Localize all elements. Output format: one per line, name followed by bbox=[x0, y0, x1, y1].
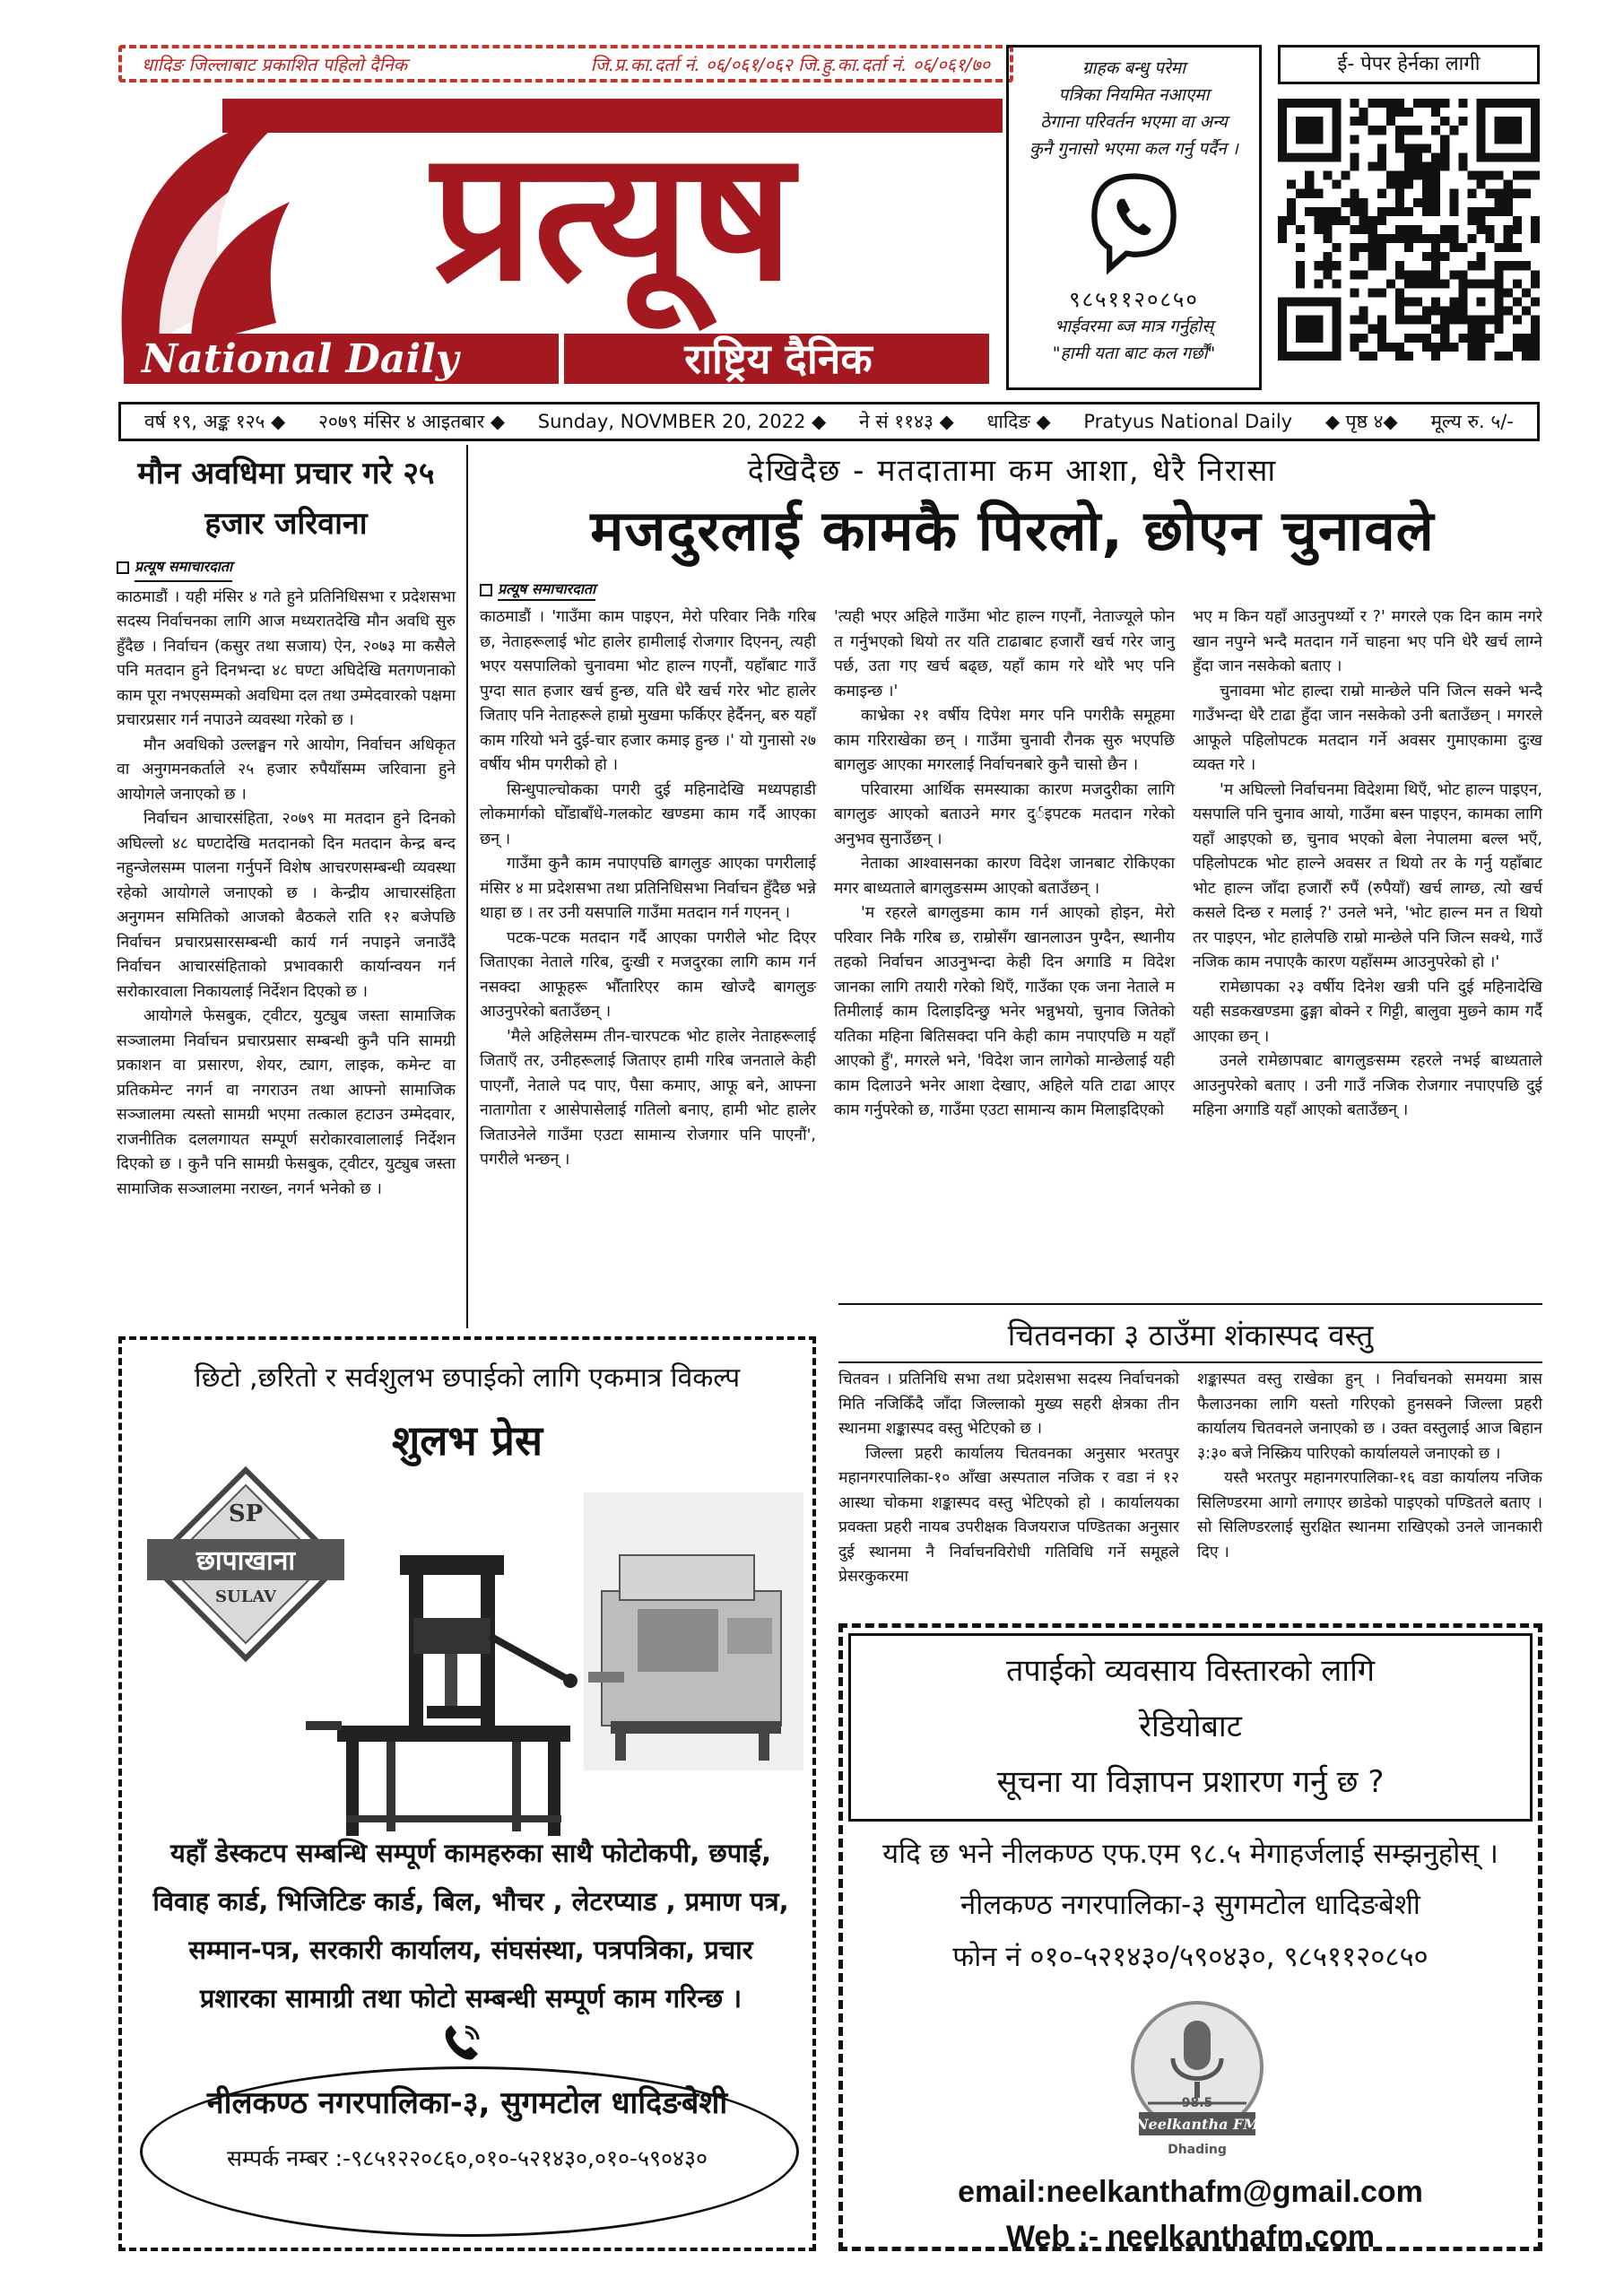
paragraph: काठमाडौं । यही मंसिर ४ गते हुने प्रतिनिधिसभा र प्रदेशसभा सदस्य निर्वाचनका लागि आज मध्यरातदेखि मौन अवधि सुरु हुँदैछ । निर्वाचन (कसुर तथा सजाय) ऐन, २०७३ मा कसैले पनि मतदान हुने दिनभन्दा ४८ घण्टा अघिदेखि मतगणनाको काम पूरा नभएसम्मको अवधिमा दल तथा उम्मेदवारको पक्षमा प्रचारप्रसार गर्न नपाउने व्यवस्था गरेको छ । bbox=[117, 587, 456, 729]
divider bbox=[838, 1303, 1542, 1305]
chitwan-story-headline: चितवनका ३ ठाउँमा शंकास्पद वस्तु bbox=[1007, 1318, 1374, 1352]
press-advertisement bbox=[118, 1336, 816, 2251]
notice-line-1: ग्राहक बन्धु परेमा bbox=[1081, 58, 1186, 78]
radio-ad-box bbox=[848, 1633, 1533, 1822]
chitwan-story-column-2 bbox=[1197, 1368, 1542, 1565]
paragraph: चुनावमा भोट हाल्दा राम्रो मान्छेले पनि जित्न सक्ने भन्दै गाउँभन्दा धेरै टाढा हुँदा जान नसकेको उनी बताउँछन् । मगरले आफूले पहिलोपटक मतदान गर्ने अवसर गुमाएकामा दुःख व्यक्त गरे । bbox=[1193, 682, 1542, 774]
date-bar bbox=[118, 402, 1540, 441]
masthead-strip-left: धादिङ जिल्लाबाट प्रकाशित पहिलो दैनिक bbox=[142, 53, 408, 75]
divider bbox=[838, 1361, 1542, 1363]
radio-ad-phone: फोन नं ०१०-५२१४३०/५९०४३०, ९८५११२०८५० bbox=[952, 1941, 1429, 1973]
paragraph: परिवारमा आर्थिक समस्याका कारण मजदुरीका लागि बागलुङ आएको बताउने मगर दुर्इपटक मतदान गरेको अनुभव सुनाउँछन् । bbox=[834, 780, 1175, 848]
viber-line: भाईवरमा ब्ज मात्र गर्नुहोस् bbox=[1054, 317, 1214, 336]
paragraph: 'म अघिल्लो निर्वाचनमा विदेशमा थिएँ, भोट हाल्न पाइएन, यसपालि पनि चुनाव आयो, गाउँमा बस्न पाइएन, कामका लागि यहाँ आइएको छ, चुनाव भएको बेला नेपालमा बल्ल भएँ, पहिलोपटक भोट हाल्ने अवसर त थियो तर के गर्नु यहाँबाट भोट हाल्न जाँदा हजारौं रुपैं (रुपैयाँ) खर्च लाग्छ, त्यो खर्च कसले दिन्छ र मलाई ?' उनले भने, 'भोट हाल्न मन त थियो तर पाइएन, भोट हालेपछि राम्रो मान्छेले पनि जित्न सक्थे, गाउँ नजिक काम नपाएकै कारण यहाँसम्म आउनुपरेको हो ।' bbox=[1193, 780, 1542, 971]
press-ad-tagline: छिटो ,छरितो र सर्वशुलभ छपाईको लागि एकमात्र विकल्प bbox=[194, 1362, 741, 1394]
fm-logo-name: Neelkantha FM bbox=[1134, 2116, 1260, 2133]
radio-advertisement bbox=[838, 1623, 1542, 2254]
press-ad-services bbox=[140, 1829, 802, 2022]
paragraph: जिल्ला प्रहरी कार्यालय चितवनका अनुसार भरतपुर महानगरपालिका-१० आँखा अस्पताल नजिक र वडा नं १२ आस्था चोकमा शङ्कास्पद वस्तु भेटिएको हो । कार्यालयका प्रवक्ता प्रहरी नायब उपरीक्षक विजयराज पण्डितका अनुसार दुई स्थानमा नै निर्वाचनविरोधी गतिविधि गर्ने समूहले प्रेसरकुकरमा bbox=[838, 1444, 1179, 1586]
radio-ad-line-1: यदि छ भने नीलकण्ठ एफ.एम ९८.५ मेगाहर्जलाई सम्झनुहोस् । bbox=[882, 1838, 1498, 1870]
main-story-subhead: देखिदैछ - मतदातामा कम आशा, धेरै निरासा bbox=[747, 453, 1278, 489]
services-line: विवाह कार्ड, भिजिटिङ कार्ड, बिल, भौचर , लेटरप्याड , प्रमाण पत्र, bbox=[152, 1886, 789, 1917]
press-ad-contact: सम्पर्क नम्बर :-९८५१२२०८६०,०१०-५२१४३०,०१०-५९०४३० bbox=[226, 2145, 708, 2171]
paragraph: गाउँमा कुनै काम नपाएपछि बागलुङ आएका पगरीलाई मंसिर ४ मा प्रदेशसभा तथा प्रतिनिधिसभा निर्वाचन हुँदैछ भन्ने थाहा छ । तर उनी यसपालि गाउँमा मतदान गर्न गएनन् । bbox=[480, 855, 816, 922]
radio-ad-email[interactable]: email:neelkanthafm@gmail.com bbox=[958, 2175, 1423, 2209]
paragraph: काठमाडौं । 'गाउँमा काम पाइएन, मेरो परिवार निकै गरिब छ, नेताहरूलाई भोट हालेर हामीलाई रोजगार दिएनन्, त्यही भएर यसपालिको चुनावमा भोट हाल्न गएनौं, यहाँबाट गाउँ पुग्दा सात हजार खर्च हुन्छ, यति धेरै खर्च गरेर भोट हालेर जिताए पनि नेताहरूले हाम्रो मुखमा फर्किएर हेर्दैनन्, बरु यहाँ काम गरियो भने दुई-चार हजार कमाइ हुन्छ ।' यो गुनासो २७ वर्षीय भीम पगरीको हो । bbox=[480, 608, 816, 774]
byline-box-icon bbox=[480, 584, 492, 596]
main-story-column-1 bbox=[480, 605, 816, 1173]
logo-english: National Daily bbox=[142, 336, 459, 382]
svg-text:SP: SP bbox=[228, 1500, 264, 1527]
notice-phone: ९८५११२०८५० bbox=[1069, 287, 1199, 312]
english-date: Sunday, NOVMBER 20, 2022 ◆ bbox=[537, 411, 827, 432]
press-logo-sub: SULAV bbox=[215, 1587, 276, 1606]
services-line: सम्मान-पत्र, सरकारी कार्यालय, संघसंस्था, पत्रपत्रिका, प्रचार bbox=[188, 1935, 753, 1965]
paragraph: पटक-पटक मतदान गर्दै आएका पगरीले भोट दिएर जिताएका नेताले गरिब, दुःखी र मजदुरका लागि काम गर्न नसक्दा आफूहरू भौँतारिएर काम खोज्दै बागलुङ आउनुपरेको बताउँछन् । bbox=[480, 928, 816, 1021]
services-line: यहाँ डेस्कटप सम्बन्धि सम्पूर्ण कामहरुका साथै फोटोकपी, छपाई, bbox=[170, 1838, 771, 1868]
paragraph: शङ्कास्पत वस्तु राखेका हुन् । निर्वाचनको समयमा त्रास फैलाउनका लागि यस्तो गरिएको हुनसक्ने जिल्ला प्रहरी कार्यालय चितवनले जनाएको छ । उक्त वस्तुलाई आज बिहान ३:३० बजे निस्क्रिय पारिएको कार्यालयले जनाएको छ । bbox=[1197, 1370, 1542, 1463]
left-story-headline: मौन अवधिमा प्रचार गरे २५ हजार जरिवाना bbox=[137, 456, 435, 542]
newspaper-logo bbox=[106, 99, 1003, 386]
offset-machine-image bbox=[584, 1492, 803, 1770]
logo-nepali: राष्ट्रिय दैनिक bbox=[684, 335, 873, 383]
notice-line-4: कुनै गुनासो भएमा कल गर्नु पर्दैन । bbox=[1029, 139, 1238, 159]
notice-quote: "हामी यता बाट कल गर्छौं" bbox=[1052, 344, 1216, 363]
paragraph: काभ्रेका २१ वर्षीय दिपेश मगर पनि पगरीकै समूहमा काम गरिराखेका छन् । गाउँमा चुनावी रौनक सुरु भएपछि बागलुङ आएका मगरलाई निर्वाचनबारे कुनै चासो छैन । bbox=[834, 707, 1175, 774]
logo-title: प्रत्यूष bbox=[431, 112, 794, 321]
masthead-strip-right: जि.प्र.का.दर्ता नं. ०६/०६१/०६२ जि.हु.का.दर्ता नं. ०६/०६१/७० bbox=[590, 53, 990, 75]
qr-code-icon[interactable] bbox=[1278, 99, 1540, 361]
epaper-block bbox=[1278, 45, 1540, 390]
printing-press-image bbox=[301, 1546, 597, 1842]
fm-logo-freq: 98.5 bbox=[1181, 2096, 1213, 2110]
notice-line-3: ठेगाना परिवर्तन भएमा वा अन्य bbox=[1040, 112, 1228, 132]
paragraph: भए म किन यहाँ आउनुपर्थ्यो र ?' मगरले एक दिन काम नगरे खान नपुग्ने भन्दै मतदान गर्ने चाहना भए पनि धेरै खर्च लाग्ने हुँदा जान नसकेको बताए । bbox=[1193, 608, 1542, 675]
chitwan-story-column-1 bbox=[838, 1368, 1179, 1590]
radio-ad-website[interactable]: Web :- neelkanthafm.com bbox=[1005, 2220, 1376, 2254]
masthead-strip bbox=[118, 45, 1013, 83]
radio-ad-box-line: तपाईको व्यवसाय विस्तारको लागि bbox=[1005, 1653, 1376, 1689]
press-logo-text: छापाखाना bbox=[195, 1545, 296, 1577]
main-story-headline: मजदुरलाई कामकै पिरलो, छोएन चुनावले bbox=[590, 498, 1435, 563]
viber-icon bbox=[1087, 170, 1181, 275]
nepali-date: २०७९ मंसिर ४ आइतबार ◆ bbox=[318, 411, 506, 432]
place: धादिङ ◆ bbox=[986, 411, 1051, 432]
paragraph: चितवन । प्रतिनिधि सभा तथा प्रदेशसभा सदस्य निर्वाचनको मिति नजिकिँदै जाँदा जिल्लाको मुख्य सहरी क्षेत्रका तीन स्थानमा शङ्कास्पद वस्तु भेटिएको छ । bbox=[838, 1370, 1179, 1438]
phone-icon bbox=[440, 2020, 485, 2065]
press-ad-address: नीलकण्ठ नगरपालिका-३, सुगमटोल धादिङबेशी bbox=[206, 2085, 728, 2121]
paragraph: 'म रहरले बागलुङमा काम गर्न आएको होइन, मेरो परिवार निकै गरिब छ, राम्रोसँग खानलाउन पुग्दैन, स्थानीय तहको निर्वाचन आउनुभन्दा केही दिन अगाडि म विदेश जानका लागि तयारी गरेको थिएँ, गाउँका एक जना नेताले म तिमीलाई काम दिलाइदिन्छु भनेर भन्नुभयो, चुनाव जितेको यतिका महिना बितिसक्दा पनि केही काम नपाएपछि म यहाँ आएको हुँ', मगरले भने, 'विदेश जान लागेको मान्छेलाई यही काम दिलाउने भनेर आशा देखाए, अहिले यति टाढा आएर काम गर्नुपरेको छ, गाउँमा एउटा सामान्य काम मिलाइदिएको bbox=[834, 904, 1175, 1119]
paragraph: मौन अवधिको उल्लङ्घन गरे आयोग, निर्वाचन अधिकृत वा अनुगमनकर्ताले २५ हजार रुपैयाँसम्म जरिवाना हुने आयोगले जनाएको छ । bbox=[117, 735, 456, 804]
services-line: प्रशारका सामाग्री तथा फोटो सम्बन्धी सम्पूर्ण काम गरिन्छ । bbox=[199, 1983, 743, 2013]
nepal-sambat: ने सं ११४३ ◆ bbox=[859, 411, 954, 432]
epaper-label: ई- पेपर हेर्नका लागी bbox=[1278, 45, 1540, 84]
radio-ad-box-line: रेडियोबाट bbox=[1139, 1709, 1242, 1744]
main-story-column-3 bbox=[1193, 605, 1542, 1124]
customer-notice-box bbox=[1006, 45, 1262, 390]
paragraph: यस्तै भरतपुर महानगरपालिका-१६ वडा कार्यालय नजिक सिलिण्डरमा आगो लगाएर छाडेको पाइएको पण्डितले बताए । सो सिलिण्डरलाई सुरक्षित स्थानमा राखिएको उनले जानकारी दिए । bbox=[1197, 1469, 1542, 1561]
column-divider bbox=[466, 445, 468, 1328]
main-story-column-2 bbox=[834, 605, 1175, 1124]
page-number: ◆ पृष्ठ ४◆ bbox=[1324, 411, 1398, 432]
volume-issue: वर्ष १९, अङ्क १२५ ◆ bbox=[144, 411, 286, 432]
paragraph: नेताका आश्वासनका कारण विदेश जानबाट रोकिएका मगर बाध्यताले बागलुङसम्म आएको बताउँछन् । bbox=[834, 855, 1175, 898]
notice-line-2: पत्रिका नियमित नआएमा bbox=[1058, 85, 1210, 105]
price: मूल्य रु. ५/- bbox=[1430, 411, 1514, 432]
radio-ad-line-2: नीलकण्ठ नगरपालिका-३ सुगमटोल धादिङबेशी bbox=[960, 1889, 1420, 1921]
press-ad-title: शुलभ प्रेस bbox=[391, 1416, 543, 1465]
fm-logo-icon bbox=[1112, 1996, 1282, 2166]
paragraph: रामेछापका २३ वर्षीय दिनेश खत्री पनि दुई महिनादेखि यही सडकखण्डमा ढुङ्गा बोक्ने र गिट्टी, बालुवा मुछ्ने काम गर्दै आएका छन् । bbox=[1193, 978, 1542, 1046]
paragraph: निर्वाचन आचारसंहिता, २०७९ मा मतदान हुने दिनको अघिल्लो ४८ घण्टादेखि मतदानको दिन मतदान केन्द्र बन्द नहुन्जेलसम्म पालना गर्नुपर्ने विशेष आचरणसम्बन्धी व्यवस्था रहेको आयोगले जनाएको छ । केन्द्रीय आचारसंहिता अनुगमन समितिको आजको बैठकले राति १२ बजेपछि निर्वाचन प्रचारप्रसारसम्बन्धी कार्य गर्न नपाइने जनाउँदै निर्वाचन आचारसंहिताको प्रभावकारी कार्यान्वयन गर्न सरोकारवाला निकायलाई निर्देशन दिएको छ । bbox=[117, 810, 456, 1001]
paragraph: उनले रामेछापबाट बागलुङसम्म रहरले नभई बाध्यताले आउनुपरेको बताए । उनी गाउँ नजिक रोजगार नपाएपछि दुई महिना अगाडि यहाँ आएको बताउँछन् । bbox=[1193, 1052, 1542, 1119]
paragraph: 'त्यही भएर अहिले गाउँमा भोट हाल्न गएनौं, नेताज्यूले फोन त गर्नुभएको थियो तर यति टाढाबाट हजारौं खर्च गरेर जानु पर्छ, उता गए खर्च बढ्छ, यहाँ काम गरे थोरै भए पनि कमाइन्छ ।' bbox=[834, 608, 1175, 700]
byline-box-icon bbox=[117, 561, 129, 574]
fm-logo-place: Dhading bbox=[1168, 2143, 1227, 2157]
paragraph: सिन्धुपाल्चोकका पगरी दुई महिनादेखि मध्यपहाडी लोकमार्गको घोँडाबाँधे-गलकोट खण्डमा काम गर्दै आएका छन् । bbox=[480, 780, 816, 848]
paragraph: आयोगले फेसबुक, ट्वीटर, युट्युब जस्ता सामाजिक सञ्जालमा निर्वाचन प्रचारप्रसार सम्बन्धी कुनै पनि सामग्री प्रकाशन वा प्रसारण, शेयर, ट्याग, लाइक, कमेन्ट वा प्रतिकमेन्ट नगर्न वा नगराउन तथा आफ्नो सामाजिक सञ्जालमा त्यस्तो सामग्री भएमा तत्काल हटाउन उम्मेदवार, राजनीतिक दललगायत सम्पूर्ण सरोकारवालालाई निर्देशन दिएको छ । कुनै पनि सामग्री फेसबुक, ट्वीटर, युट्युब जस्ता सामाजिक सञ्जालमा नराख्न, नगर्न भनेको छ । bbox=[117, 1007, 456, 1198]
paper-name: Pratyus National Daily bbox=[1083, 411, 1293, 432]
paragraph: 'मैले अहिलेसम्म तीन-चारपटक भोट हालेर नेताहरूलाई जिताएँ तर, उनीहरूलाई जिताएर हामी गरिब जनताले केही पाएनौं, नेताले पद पाए, पैसा कमाए, आफू बने, आफ्ना नातागोता र आसेपासेलाई गतिलो बनाए, हामी भोट हालेर जिताउनेले गाउँमा एउटा सामान्य रोजगार पनि पाएनौं', पगरीले भन्छन् । bbox=[480, 1027, 816, 1169]
left-story-byline: प्रत्यूष समाचारदाता bbox=[117, 554, 456, 582]
main-story-byline: प्रत्यूष समाचारदाता bbox=[480, 578, 595, 601]
radio-ad-box-line: सूचना या विज्ञापन प्रशारण गर्नु छ ? bbox=[996, 1764, 1385, 1800]
left-story bbox=[117, 448, 456, 1327]
